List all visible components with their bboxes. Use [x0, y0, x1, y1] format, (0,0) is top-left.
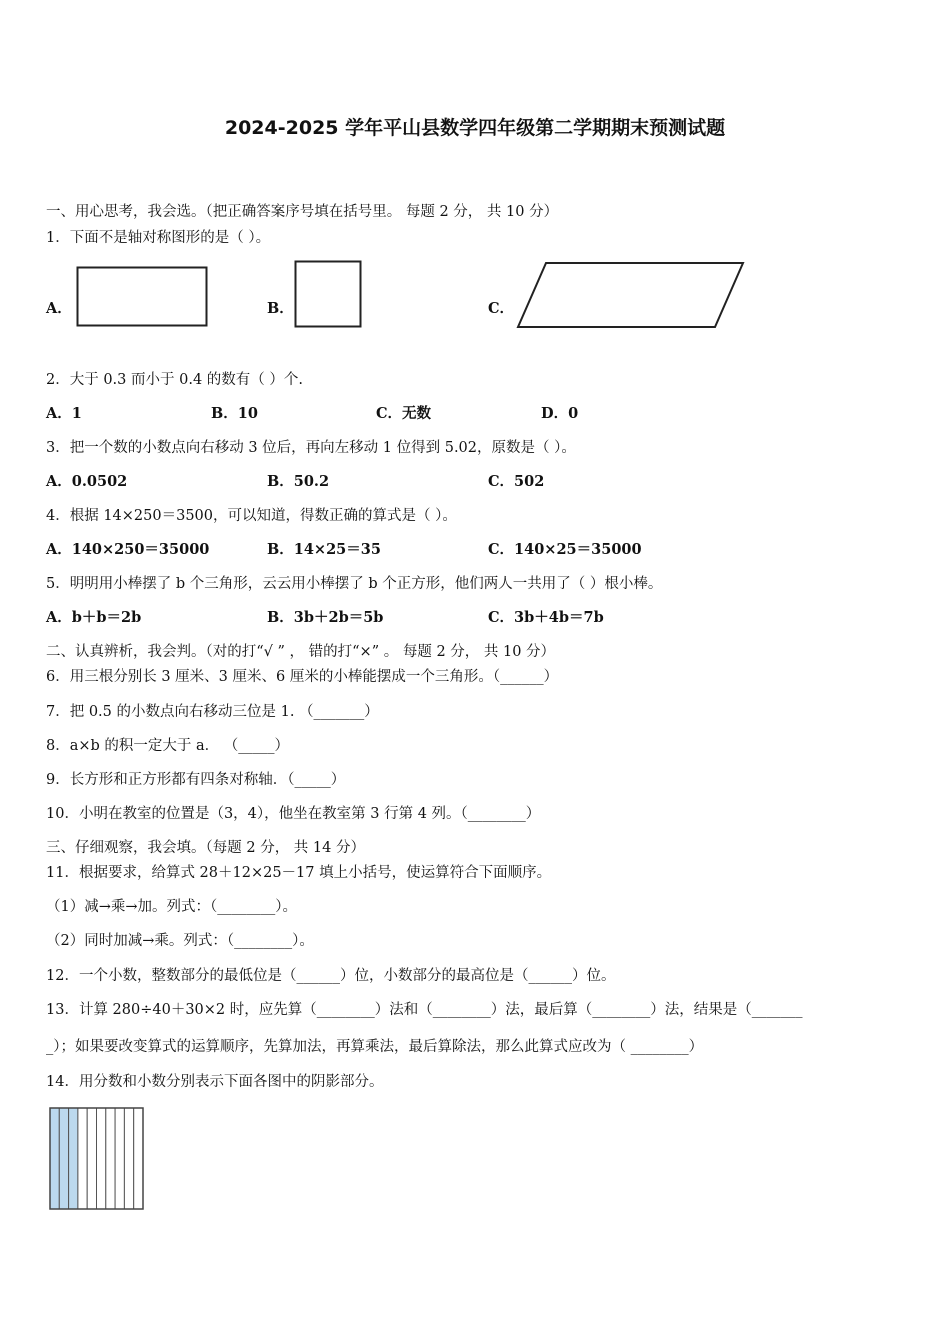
question-1: 1．下面不是轴对称图形的是（ ）。	[46, 230, 271, 246]
q1-option-b-label: B．	[267, 300, 294, 317]
q2-option-d: D．0	[541, 405, 579, 422]
q3-option-c: C．502	[488, 473, 545, 490]
question-10: 10．小明在教室的位置是（3，4），他坐在教室第 3 行第 4 列。（________）	[46, 806, 541, 822]
q4-option-c: C．140×25＝35000	[488, 541, 642, 558]
question-2: 2．大于 0.3 而小于 0.4 的数有（ ）个.	[46, 372, 303, 388]
unshaded-column	[97, 1108, 106, 1209]
question-13-line-2: _）；如果要改变算式的运算顺序，先算加法，再算乘法，最后算除法，那么此算式应改为（ ________）	[46, 1039, 704, 1055]
unshaded-column	[124, 1108, 133, 1209]
q11-part-1: （1）减→乘→加。列式：（________）。	[46, 899, 298, 915]
question-4: 4．根据 14×250＝3500，可以知道，得数正确的算式是（ ）。	[46, 508, 457, 524]
unshaded-column	[87, 1108, 96, 1209]
question-11: 11．根据要求，给算式 28＋12×25－17 填上小括号，使运算符合下面顺序。	[46, 865, 552, 881]
q5-option-a: A．b＋b＝2b	[46, 609, 142, 626]
unshaded-column	[115, 1108, 124, 1209]
q3-option-a: A．0.0502	[46, 473, 128, 490]
question-8: 8．a×b 的积一定大于 a． （_____）	[46, 738, 290, 754]
section-3-heading: 三、仔细观察，我会填。（每题 2 分， 共 14 分）	[46, 840, 365, 856]
shaded-column	[69, 1108, 78, 1209]
shaded-column	[50, 1108, 59, 1209]
question-3: 3．把一个数的小数点向右移动 3 位后，再向左移动 1 位得到 5.02，原数是（ ）。	[46, 440, 576, 456]
q1-option-c-label: C．	[488, 300, 515, 317]
parallelogram-figure	[514, 260, 746, 332]
unshaded-column	[106, 1108, 115, 1209]
q5-option-c: C．3b＋4b＝7b	[488, 609, 604, 626]
q2-option-c: C．无数	[376, 405, 432, 422]
q3-option-b: B．50.2	[267, 473, 330, 490]
section-1-heading: 一、用心思考，我会选。（把正确答案序号填在括号里。 每题 2 分， 共 10 分）	[46, 204, 559, 220]
rectangle-figure	[76, 266, 210, 328]
question-12: 12．一个小数，整数部分的最低位是（______）位，小数部分的最高位是（______）位。	[46, 968, 616, 984]
q2-option-a: A．1	[46, 405, 82, 422]
q2-option-b: B．10	[211, 405, 258, 422]
q5-option-b: B．3b＋2b＝5b	[267, 609, 384, 626]
question-14: 14．用分数和小数分别表示下面各图中的阴影部分。	[46, 1074, 384, 1090]
question-9: 9．长方形和正方形都有四条对称轴．（_____）	[46, 772, 346, 788]
q4-option-a: A．140×250＝35000	[46, 541, 210, 558]
page-title: 2024-2025 学年平山县数学四年级第二学期期末预测试题	[224, 117, 726, 139]
unshaded-column	[78, 1108, 87, 1209]
shaded-column	[59, 1108, 68, 1209]
section-2-heading: 二、认真辨析，我会判。（对的打“√ ” ， 错的打“×” 。 每题 2 分， 共 10 分）	[46, 644, 556, 660]
question-7: 7．把 0.5 的小数点向右移动三位是 1. （_______）	[46, 704, 379, 720]
shaded-columns-figure	[48, 1106, 146, 1212]
unshaded-column	[134, 1108, 143, 1209]
q11-part-2: （2）同时加减→乘。列式：（________）。	[46, 933, 314, 949]
question-13-line-1: 13．计算 280÷40＋30×2 时，应先算（________）法和（________）法，最后算（________）法，结果是（_______	[46, 1002, 803, 1018]
question-6: 6．用三根分别长 3 厘米、3 厘米、6 厘米的小棒能摆成一个三角形。（______）	[46, 669, 559, 685]
q4-option-b: B．14×25＝35	[267, 541, 381, 558]
question-5: 5．明明用小棒摆了 b 个三角形，云云用小棒摆了 b 个正方形，他们两人一共用了（ ）根小棒。	[46, 576, 663, 592]
square-figure	[294, 260, 364, 330]
q1-option-a-label: A．	[46, 300, 72, 317]
